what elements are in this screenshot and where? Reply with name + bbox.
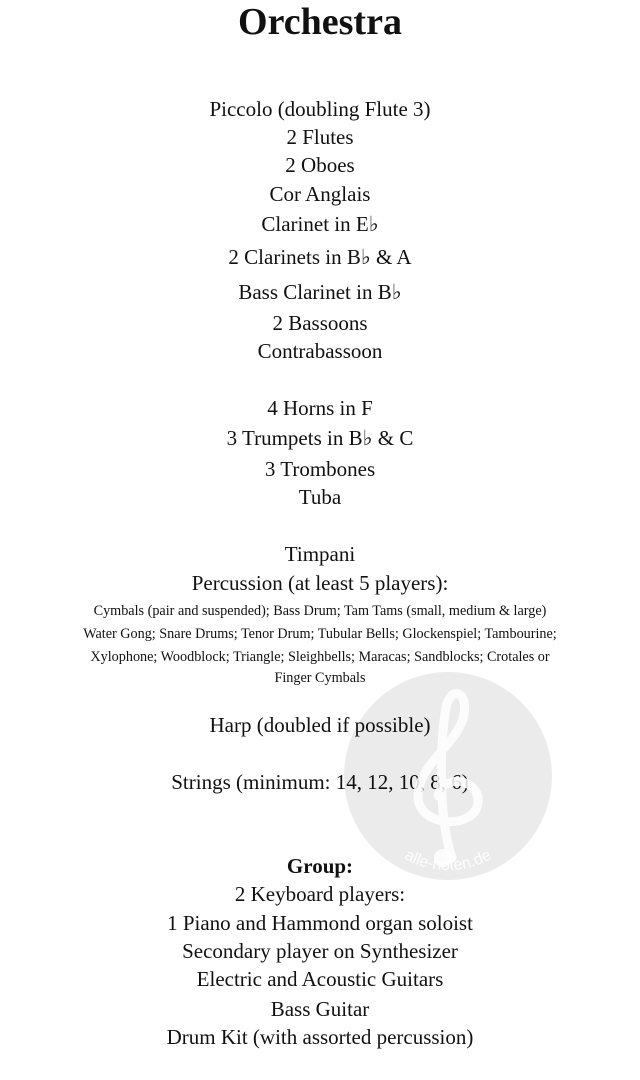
group-member-line: 2 Keyboard players: [234, 882, 406, 906]
page-title: Orchestra [238, 1, 402, 43]
woodwind-line: Bass Clarinet in B♭ [238, 280, 402, 304]
brass-line: Tuba [298, 485, 342, 509]
percussion-heading: Percussion (at least 5 players): [191, 571, 449, 595]
percussion-instruments-line: Finger Cymbals [274, 670, 366, 686]
woodwind-line: 2 Clarinets in B♭ & A [228, 245, 412, 269]
watermark-text: alle-noten.de [401, 846, 495, 875]
woodwind-line: Clarinet in E♭ [261, 212, 379, 236]
harp-line: Harp (doubled if possible) [209, 713, 431, 737]
percussion-instruments-line: Water Gong; Snare Drums; Tenor Drum; Tubular Bells; Glockenspiel; Tambourine; [83, 626, 557, 642]
timpani-line: Timpani [284, 542, 356, 566]
woodwind-line: Contrabassoon [257, 339, 383, 363]
percussion-instruments-line: Xylophone; Woodblock; Triangle; Sleighbells; Maracas; Sandblocks; Crotales or [90, 649, 550, 665]
group-member-line: Secondary player on Synthesizer [182, 939, 458, 963]
brass-line: 3 Trumpets in B♭ & C [226, 426, 414, 450]
woodwind-line: 2 Flutes [286, 125, 354, 149]
brass-line: 3 Trombones [264, 457, 376, 481]
woodwind-line: Cor Anglais [269, 182, 371, 206]
percussion-instruments-line: Cymbals (pair and suspended); Bass Drum; Tam Tams (small, medium & large) [93, 603, 547, 619]
group-member-line: Drum Kit (with assorted percussion) [166, 1025, 474, 1049]
watermark-logo [340, 668, 556, 884]
group-member-line: Bass Guitar [270, 997, 370, 1021]
woodwind-line: 2 Bassoons [272, 311, 368, 335]
woodwind-line: Piccolo (doubling Flute 3) [209, 97, 431, 121]
woodwind-line: 2 Oboes [285, 153, 355, 177]
group-heading: Group: [286, 854, 354, 878]
group-member-line: Electric and Acoustic Guitars [196, 967, 444, 991]
group-member-line: 1 Piano and Hammond organ soloist [167, 911, 473, 935]
brass-line: 4 Horns in F [267, 396, 373, 420]
strings-line: Strings (minimum: 14, 12, 10, 8, 6) [171, 770, 469, 794]
